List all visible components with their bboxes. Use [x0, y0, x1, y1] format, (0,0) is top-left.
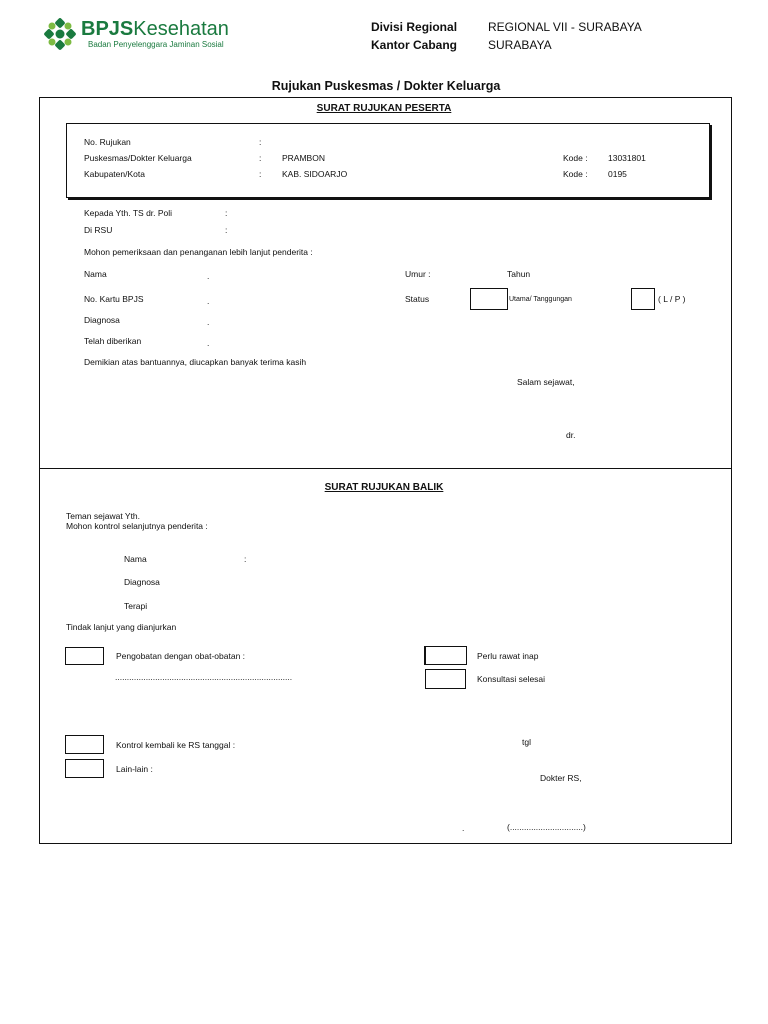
signature-line: (...............................): [507, 822, 586, 832]
balik-heading: SURAT RUJUKAN BALIK: [324, 482, 444, 493]
mohon-text: Mohon pemeriksaan dan penanganan lebih lanjut penderita :: [84, 247, 313, 257]
signature-dot: .: [462, 823, 465, 833]
kepada-label: Kepada Yth. TS dr. Poli: [84, 208, 173, 218]
konsultasi-label: Konsultasi selesai: [477, 674, 546, 684]
kabupaten-colon: :: [259, 169, 262, 179]
status-checkbox[interactable]: [470, 288, 508, 310]
kartu-label: No. Kartu BPJS: [84, 294, 144, 304]
logo-brand-bpjs: BPJS: [81, 18, 134, 40]
lain-checkbox[interactable]: [65, 759, 104, 778]
tindak-text: Tindak lanjut yang dianjurkan: [66, 622, 177, 632]
telah-label: Telah diberikan: [84, 336, 142, 346]
balik-diagnosa-label: Diagnosa: [124, 577, 160, 587]
logo-brand-kesehatan: Kesehatan: [133, 18, 229, 40]
pengobatan-label: Pengobatan dengan obat-obatan :: [116, 651, 246, 661]
peserta-heading: SURAT RUJUKAN PESERTA: [316, 103, 452, 114]
rawat-inap-label: Perlu rawat inap: [477, 651, 539, 661]
kode2-value: 0195: [608, 169, 627, 179]
lain-label: Lain-lain :: [116, 764, 153, 774]
kontrol-label: Kontrol kembali ke RS tanggal :: [116, 740, 236, 750]
puskesmas-label: Puskesmas/Dokter Keluarga: [84, 153, 192, 163]
page-title: Rujukan Puskesmas / Dokter Keluarga: [271, 79, 501, 93]
rsu-label: Di RSU: [84, 225, 113, 235]
dotted-line: ...........................................................................: [115, 672, 293, 682]
nama-label: Nama: [84, 269, 107, 279]
balik-nama-label: Nama: [124, 554, 147, 564]
utama-label: Utama/ Tanggungan: [509, 296, 572, 303]
rsu-colon: :: [225, 225, 228, 235]
divisi-value: REGIONAL VII - SURABAYA: [488, 20, 642, 34]
diagnosa-dot: .: [207, 317, 210, 327]
status-label: Status: [405, 294, 430, 304]
logo-tagline: Badan Penyelenggara Jaminan Sosial: [88, 40, 224, 49]
section-divider: [39, 468, 731, 469]
divisi-label: Divisi Regional: [371, 20, 458, 34]
demikian-text: Demikian atas bantuannya, diucapkan banyak terima kasih: [84, 357, 307, 367]
rawat-inap-checkbox[interactable]: [424, 646, 467, 665]
puskesmas-value: PRAMBON: [282, 153, 325, 163]
kabupaten-label: Kabupaten/Kota: [84, 169, 145, 179]
salam-text: Salam sejawat,: [517, 377, 575, 387]
kode1-label: Kode :: [563, 153, 588, 163]
balik-terapi-label: Terapi: [124, 601, 148, 611]
bpjs-logo: [44, 18, 244, 52]
pengobatan-checkbox[interactable]: [65, 647, 104, 665]
kode1-value: 13031801: [608, 153, 646, 163]
kontrol-checkbox[interactable]: [65, 735, 104, 754]
puskesmas-colon: :: [259, 153, 262, 163]
gender-checkbox[interactable]: [631, 288, 655, 310]
kantor-value: SURABAYA: [488, 38, 552, 52]
bpjs-logo-icon: [44, 18, 76, 50]
kode2-label: Kode :: [563, 169, 588, 179]
teman-text: Teman sejawat Yth.: [66, 511, 141, 521]
lp-label: ( L / P ): [658, 294, 686, 304]
dokter-rs-label: Dokter RS,: [540, 773, 582, 783]
umur-label: Umur :: [405, 269, 431, 279]
kabupaten-value: KAB. SIDOARJO: [282, 169, 348, 179]
kepada-colon: :: [225, 208, 228, 218]
balik-nama-colon: :: [244, 554, 247, 564]
kartu-dot: .: [207, 296, 210, 306]
konsultasi-checkbox[interactable]: [425, 669, 466, 689]
tgl-label: tgl: [522, 737, 531, 747]
no-rujukan-label: No. Rujukan: [84, 137, 131, 147]
diagnosa-label: Diagnosa: [84, 315, 120, 325]
telah-dot: .: [207, 338, 210, 348]
no-rujukan-colon: :: [259, 137, 262, 147]
nama-dot: .: [207, 271, 210, 281]
dr-text: dr.: [566, 430, 576, 440]
balik-mohon-text: Mohon kontrol selanjutnya penderita :: [66, 521, 208, 531]
tahun-label: Tahun: [507, 269, 531, 279]
kantor-label: Kantor Cabang: [371, 38, 458, 52]
